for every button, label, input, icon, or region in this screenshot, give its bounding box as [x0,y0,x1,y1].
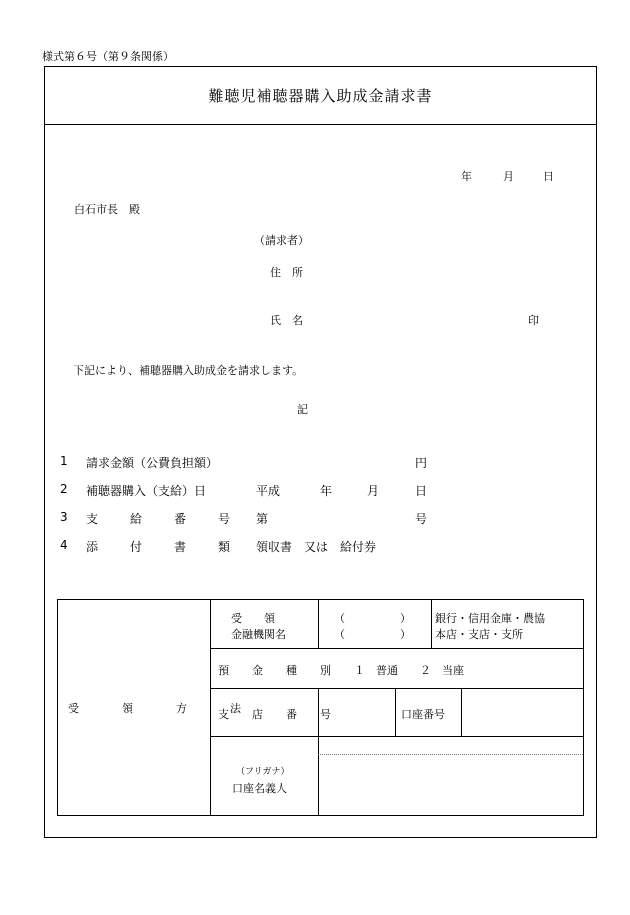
receipt-method-table [57,599,584,816]
table-divider [395,688,396,736]
item-2-month: 月 [367,484,380,498]
item-1-number: 1 [60,454,68,468]
date-day-label: 日 [543,170,554,183]
furigana-field[interactable] [319,737,582,753]
item-1-unit: 円 [415,456,428,470]
table-divider [318,600,319,648]
form-title: 難聴児補聴器購入助成金請求書 [208,86,433,105]
ki-heading: 記 [297,403,308,416]
date-year-label: 年 [461,170,472,183]
institution-type-options: 銀行・信用金庫・農協 [435,612,545,625]
address-label: 住 所 [270,266,303,279]
furigana-label: （フリガナ） [236,767,290,777]
item-3-suffix: 号 [415,512,428,526]
item-2-day: 日 [415,484,428,498]
institution-label-line2: 金融機関名 [231,628,286,641]
intro-text: 下記により、補聴器購入助成金を請求します。 [73,364,304,377]
account-number-label: 口座番号 [401,708,445,721]
item-4-number: 4 [60,538,68,552]
title-box [44,66,597,125]
receipt-method-label: 受 領 方 法 [68,702,257,715]
institution-label-line1: 受 領 [231,612,275,625]
item-2-number: 2 [60,482,68,496]
item-2-year: 年 [320,484,333,498]
branch-number-label: 支 店 番 号 [218,708,337,721]
name-label: 氏 名 [270,314,303,327]
seal-mark: 印 [528,314,539,327]
table-divider [210,648,583,649]
addressee: 白石市長 殿 [74,203,140,216]
table-divider [431,600,432,648]
account-number-field[interactable] [462,689,582,735]
item-1-label: 請求金額（公費負担額） [86,456,219,470]
deposit-type-label: 預 金 種 別 [218,664,337,677]
item-4-label: 添 付 書 類 [86,540,241,554]
branch-type-options: 本店・支店・支所 [435,628,523,641]
account-holder-label: 口座名義人 [232,782,287,795]
furigana-divider [318,754,583,755]
claimant-heading: （請求者） [254,234,309,247]
deposit-type-options[interactable]: １ 普通 ２ 当座 [354,664,464,677]
form-code: 様式第６号（第９条関係） [42,50,174,63]
item-3-label: 支 給 番 号 [86,512,241,526]
institution-name-field[interactable]: （ ） [334,612,411,625]
branch-name-field[interactable]: （ ） [334,628,411,641]
item-3-prefix: 第 [256,512,269,526]
item-4-value: 領収書 又は 給付券 [256,540,377,554]
item-2-label: 補聴器購入（支給）日 [86,484,207,498]
item-2-era: 平成 [256,484,281,498]
account-holder-field[interactable] [319,756,582,814]
date-month-label: 月 [503,170,514,183]
item-3-number: 3 [60,510,68,524]
branch-number-field[interactable] [319,689,394,735]
